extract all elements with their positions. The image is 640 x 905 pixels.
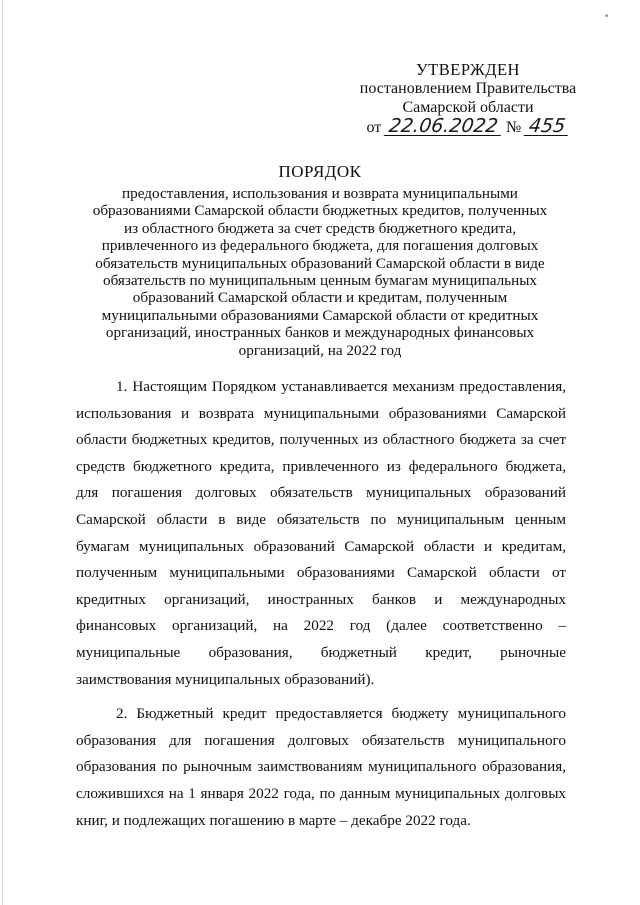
document-body xyxy=(76,374,566,842)
document-title: ПОРЯДОК xyxy=(278,162,362,181)
approval-line-1: постановлением Правительства xyxy=(359,80,577,97)
paragraph-1: 1. Настоящим Порядком устанавливается механизм предоставления, использования и возврата муниципальными образованиями Самарской области бюджетных кредитов, полученных из областного бюджета за счет средств бюджетного кредита, привлеченного из федерального бюджета, для погашения долговых обязательств муниципальных образований Самарской области в виде обязательств по муниципальным ценным бумагам муниципальных образований Самарской области и кредитам, полученным муниципальными образованиями Самарской области от кредитных организаций, иностранных банков и международных финансовых организаций, на 2022 год (далее соответственно – муниципальные образования, бюджетный кредит, рыночные заимствования муниципальных образований). xyxy=(76,378,566,688)
document-subtitle: предоставления, использования и возврата муниципальными образованиями Самарской области бюджетных кредитов, полученных из областного бюджета за счет средств бюджетного кредита, привлеченного из федерального бюджета, для погашения долговых обязательств муниципальных образований Самарской области в виде обязательств по муниципальным ценным бумагам муниципальных образований Самарской области и кредитам, полученным муниципальными образованиями Самарской области от кредитных организаций, иностранных банков и международных финансовых организаций, на 2022 год xyxy=(92,185,548,359)
scan-speck: • xyxy=(604,12,610,22)
paragraph-2: 2. Бюджетный кредит предоставляется бюджету муниципального образования для погашения долговых обязательств муниципального образования по рыночным заимствованиям муниципального образования, сложившихся на 1 января 2022 года, по данным муниципальных долговых книг, и подлежащих погашению в марте – декабре 2022 года. xyxy=(76,705,566,829)
approval-heading: УТВЕРЖДЕН xyxy=(416,60,520,79)
approval-date-line xyxy=(358,117,578,137)
date-prefix: от xyxy=(366,119,382,136)
approval-line-2: Самарской области xyxy=(402,99,534,116)
handwritten-date: 22.06.2022 xyxy=(384,117,503,136)
number-prefix: № xyxy=(506,119,522,136)
approval-block xyxy=(358,60,578,137)
scan-edge xyxy=(2,0,3,905)
handwritten-number: 455 xyxy=(524,117,571,136)
